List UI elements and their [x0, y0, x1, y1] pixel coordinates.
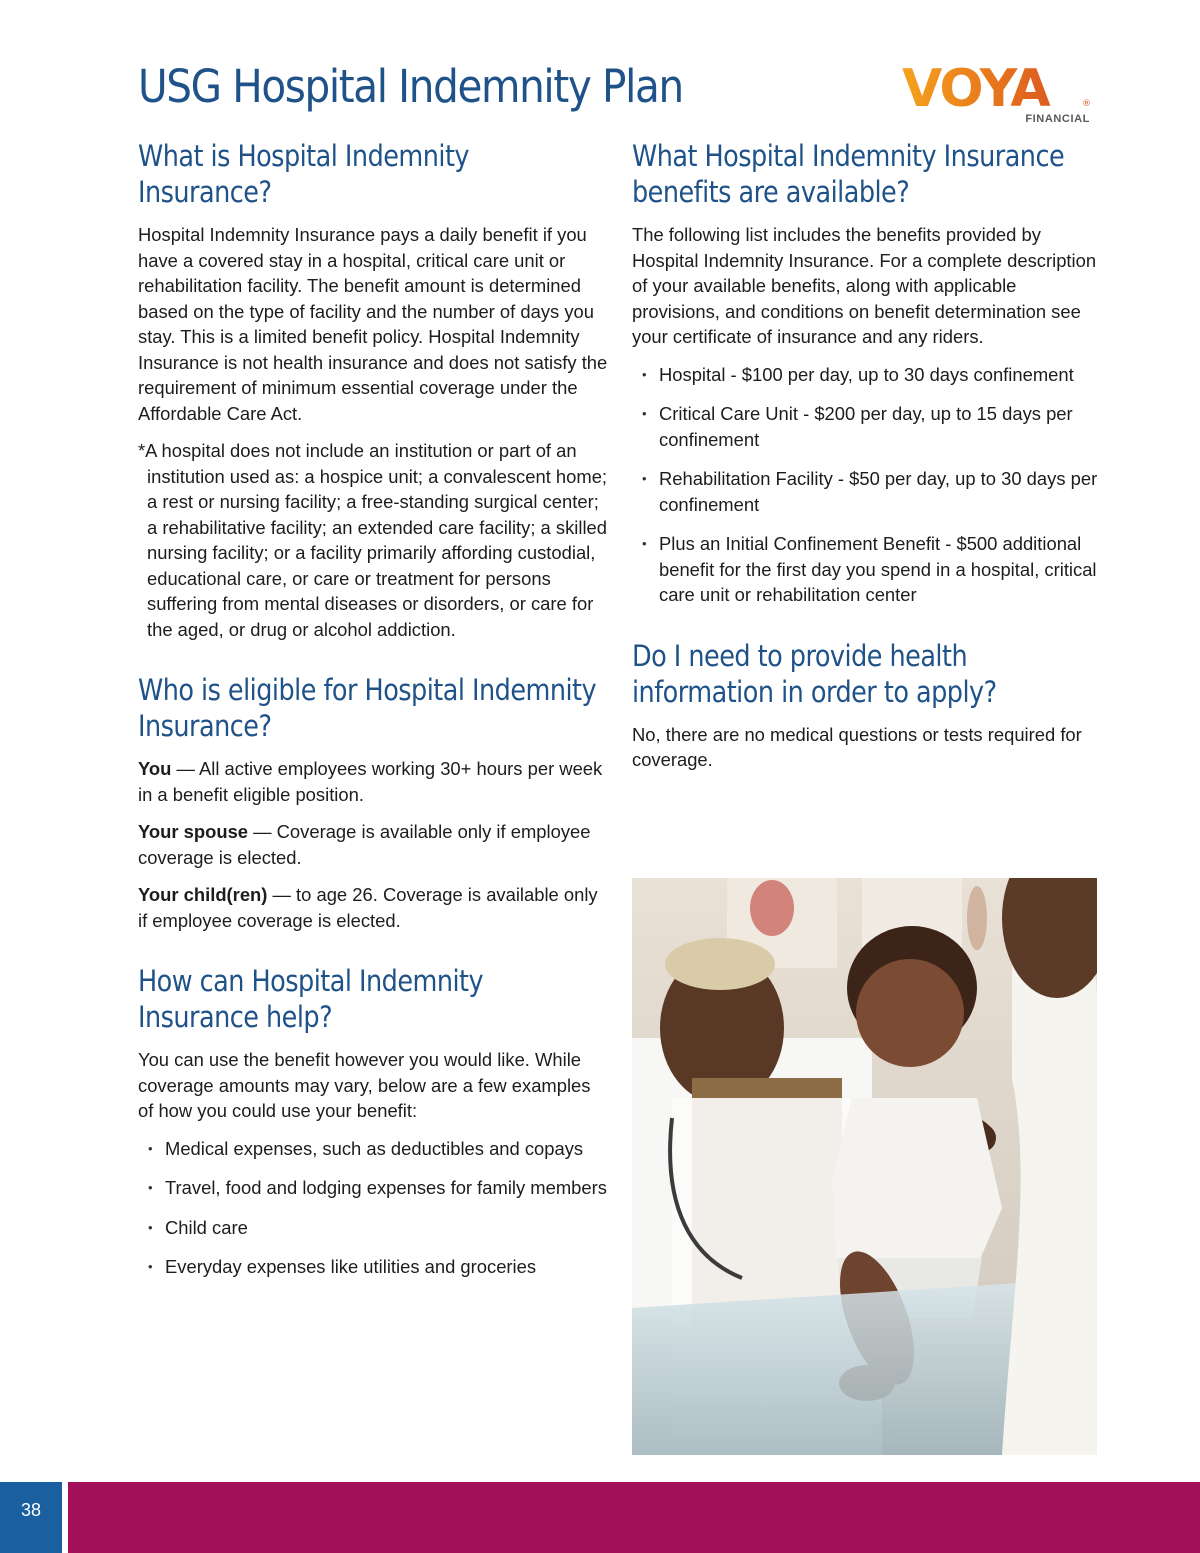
list-item: • Critical Care Unit - $200 per day, up to 15 days per confinement: [632, 401, 1102, 452]
page-number: 38: [20, 1500, 42, 1520]
logo-registered: ®: [1082, 99, 1091, 109]
eligible-spouse-label: Your spouse: [138, 821, 249, 842]
page-title: USG Hospital Indemnity Plan: [138, 60, 683, 113]
list-item: • Child care: [138, 1215, 608, 1241]
benefits-list: [632, 362, 1102, 608]
list-item: • Travel, food and lodging expenses for family members: [138, 1175, 608, 1201]
help-body: You can use the benefit however you would like. While coverage amounts may vary, below are a few examples of how you could use your benefit:: [138, 1049, 591, 1121]
eligible-child-text: — to age 26. Coverage is available only if employee coverage is elected.: [138, 884, 598, 931]
eligible-child: [138, 882, 608, 933]
benefits-body: The following list includes the benefits provided by Hospital Indemnity Insurance. For a complete description of your available benefits, along with applicable provisions, and conditions on benefit determination see your certificate of insurance and any riders.: [632, 224, 1097, 347]
eligible-child-label: Your child(ren): [138, 884, 268, 905]
doctor-with-baby-photo: [632, 878, 1097, 1455]
list-item: • Hospital - $100 per day, up to 30 days confinement: [632, 362, 1102, 388]
section-benefits: [632, 138, 1102, 608]
eligible-you-text: — All active employees working 30+ hours per week in a benefit eligible position.: [138, 758, 603, 805]
heading-eligible: Who is eligible for Hospital Indemnity Insurance?: [138, 673, 597, 743]
heading-benefits: What Hospital Indemnity Insurance benefits are available?: [632, 139, 1065, 209]
help-list: [138, 1136, 608, 1280]
right-column: [632, 138, 1102, 803]
page-number-box: [0, 1482, 62, 1553]
heading-health-info: Do I need to provide health information in order to apply?: [632, 638, 997, 709]
eligible-spouse-text: — Coverage is available only if employee coverage is elected.: [138, 821, 591, 868]
footer-bar: [68, 1482, 1200, 1553]
section-what-is: [138, 138, 608, 642]
section-health-info: [632, 638, 1102, 773]
voya-logo: [900, 62, 1092, 126]
logo-wordmark: VOYA: [902, 62, 1049, 119]
health-info-body: No, there are no medical questions or tests required for coverage.: [632, 723, 1082, 770]
section-help: [138, 963, 608, 1280]
what-is-body: Hospital Indemnity Insurance pays a daily benefit if you have a covered stay in a hospital, critical care unit or rehabilitation facility. The benefit amount is determined based on the type of facility and the number of days you stay. This is a limited benefit policy. Hospital Indemnity Insurance is not health insurance and does not satisfy the requirement of minimum essential coverage under the Affordable Care Act.: [138, 224, 608, 424]
heading-what-is: What is Hospital Indemnity Insurance?: [138, 139, 470, 209]
list-item: • Medical expenses, such as deductibles and copays: [138, 1136, 608, 1162]
hospital-note: *A hospital does not include an institution or part of an institution used as: a hospice unit; a convalescent home; a rest or nursing facility; a free-standing surgical center; a rehabilitative facility; an extended care facility; a skilled nursing facility; or a facility primarily affording custodial, educational care, or care or treatment for persons suffering from mental diseases or disorders, or care for the aged, or drug or alcohol addiction.: [138, 440, 608, 640]
section-eligible: [138, 672, 608, 933]
list-item: • Everyday expenses like utilities and groceries: [138, 1254, 608, 1280]
logo-sub: FINANCIAL: [1025, 113, 1090, 125]
list-item: • Rehabilitation Facility - $50 per day, up to 30 days per confinement: [632, 466, 1102, 517]
eligible-you-label: You: [138, 758, 172, 779]
eligible-you: [138, 756, 608, 807]
left-column: [138, 138, 608, 1310]
list-item: • Plus an Initial Confinement Benefit - $500 additional benefit for the first day you spend in a hospital, critical care unit or rehabilitation center: [632, 531, 1102, 608]
eligible-spouse: [138, 819, 608, 870]
heading-help: How can Hospital Indemnity Insurance help?: [138, 964, 484, 1034]
